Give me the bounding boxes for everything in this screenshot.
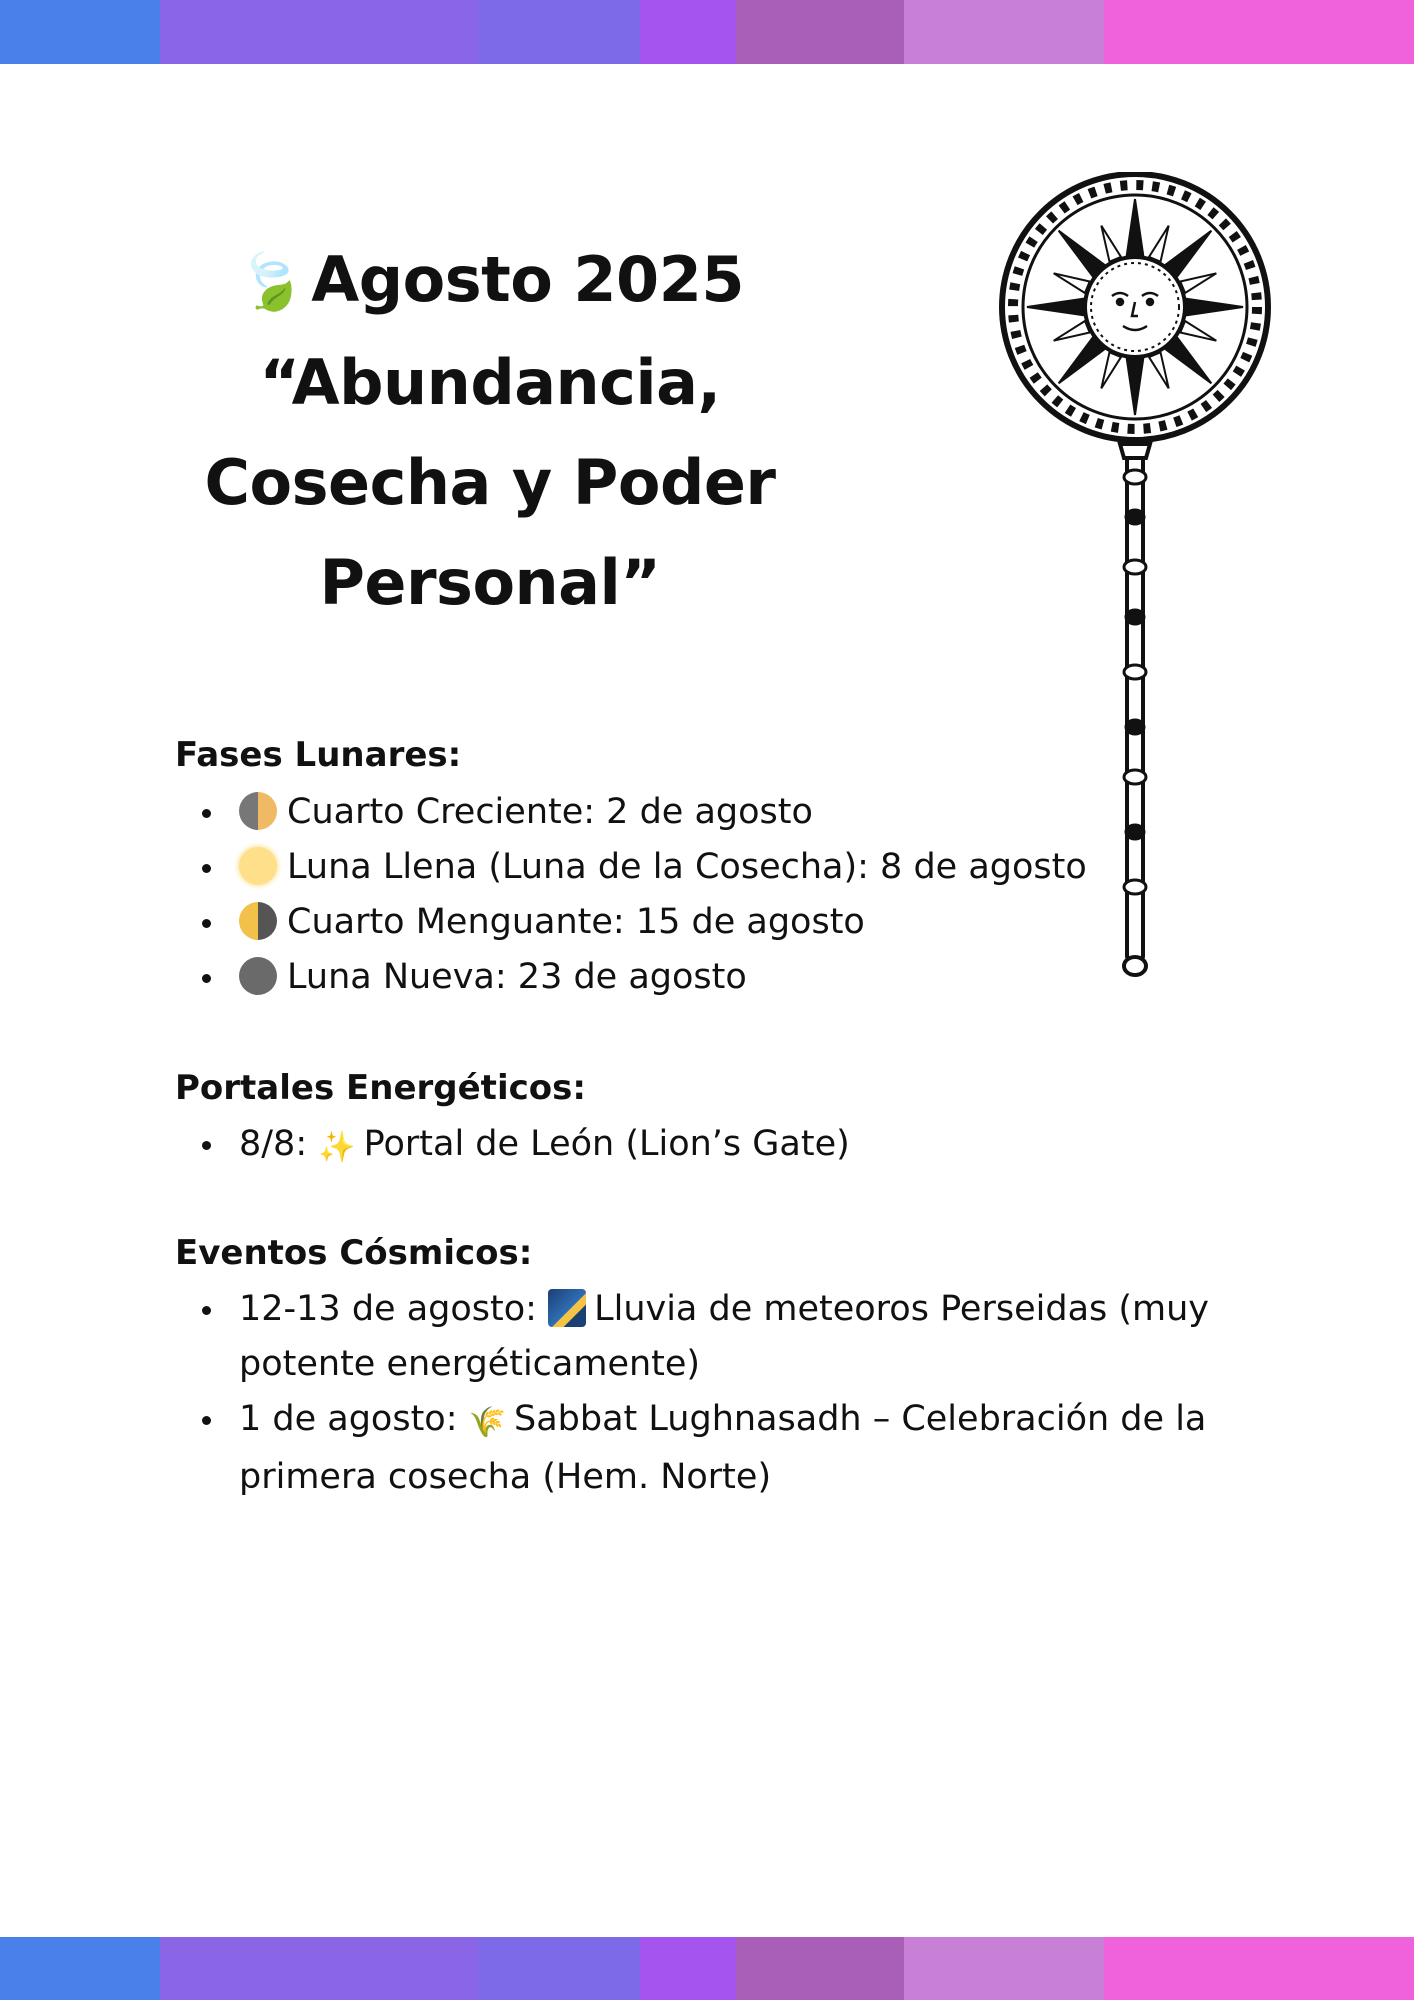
list-item (175, 840, 1235, 895)
band-segment (904, 0, 1104, 64)
new-moon-icon (239, 957, 277, 995)
title-line: Cosecha y Poder (204, 446, 776, 519)
band-segment (736, 1937, 904, 2000)
sparkles-icon: ✨ (318, 1130, 356, 1165)
energy-portals-heading: Portales Energéticos: (175, 1068, 586, 1108)
full-moon-icon (239, 847, 277, 885)
list-item (175, 1117, 1235, 1175)
cosmic-events-list (175, 1282, 1235, 1505)
last-quarter-moon-icon (239, 902, 277, 940)
top-color-band (0, 0, 1414, 64)
lunar-phases-heading: Fases Lunares: (175, 735, 462, 775)
list-item-prefix: 8/8: (239, 1124, 308, 1164)
band-segment (640, 1937, 736, 2000)
shooting-star-icon (548, 1289, 586, 1327)
lunar-phases-list (175, 785, 1235, 1005)
band-segment (0, 0, 160, 64)
list-item (175, 785, 1235, 840)
band-segment (478, 0, 640, 64)
band-segment (0, 1937, 160, 2000)
band-segment (160, 0, 478, 64)
list-item-text: Cuarto Menguante: 15 de agosto (287, 902, 865, 942)
band-segment (1104, 1937, 1414, 2000)
band-segment (160, 1937, 478, 2000)
wand-bead (1124, 665, 1146, 679)
list-item-text: Luna Llena (Luna de la Cosecha): 8 de agosto (287, 847, 1087, 887)
band-segment (736, 0, 904, 64)
title-line: Personal” (319, 546, 661, 619)
list-item (175, 1392, 1235, 1505)
wand-bead (1126, 510, 1144, 524)
wand-bead (1126, 720, 1144, 734)
title-line (150, 230, 830, 333)
wand-bead (1124, 770, 1146, 784)
bottom-color-band (0, 1937, 1414, 2000)
list-item-text: Cuarto Creciente: 2 de agosto (287, 792, 813, 832)
list-item-text: Lluvia de meteoros Perseidas (muy potente energéticamente) (239, 1289, 1210, 1384)
wand-bead (1126, 610, 1144, 624)
page-title (150, 230, 830, 633)
energy-portals-list (175, 1117, 1235, 1175)
band-segment (478, 1937, 640, 2000)
band-segment (1104, 0, 1414, 64)
first-quarter-moon-icon (239, 792, 277, 830)
list-item (175, 895, 1235, 950)
band-segment (904, 1937, 1104, 2000)
list-item (175, 1282, 1235, 1392)
list-item-prefix: 12-13 de agosto: (239, 1289, 537, 1329)
wand-bead (1124, 560, 1146, 574)
title-line: “Abundancia, (259, 346, 721, 419)
list-item (175, 950, 1235, 1005)
wand-bead (1124, 470, 1146, 484)
list-item-text: Portal de León (Lion’s Gate) (363, 1124, 850, 1164)
wheat-sheaf-icon: 🌾 (468, 1405, 507, 1440)
title-text: Agosto 2025 (311, 243, 744, 316)
band-segment (640, 0, 736, 64)
list-item-text: Sabbat Lughnasadh – Celebración de la primera cosecha (Hem. Norte) (239, 1399, 1207, 1497)
list-item-text: Luna Nueva: 23 de agosto (287, 957, 747, 997)
leaf-fluttering-icon: 🍃 (228, 242, 313, 323)
list-item-prefix: 1 de agosto: (239, 1399, 458, 1439)
cosmic-events-heading: Eventos Cósmicos: (175, 1233, 533, 1273)
